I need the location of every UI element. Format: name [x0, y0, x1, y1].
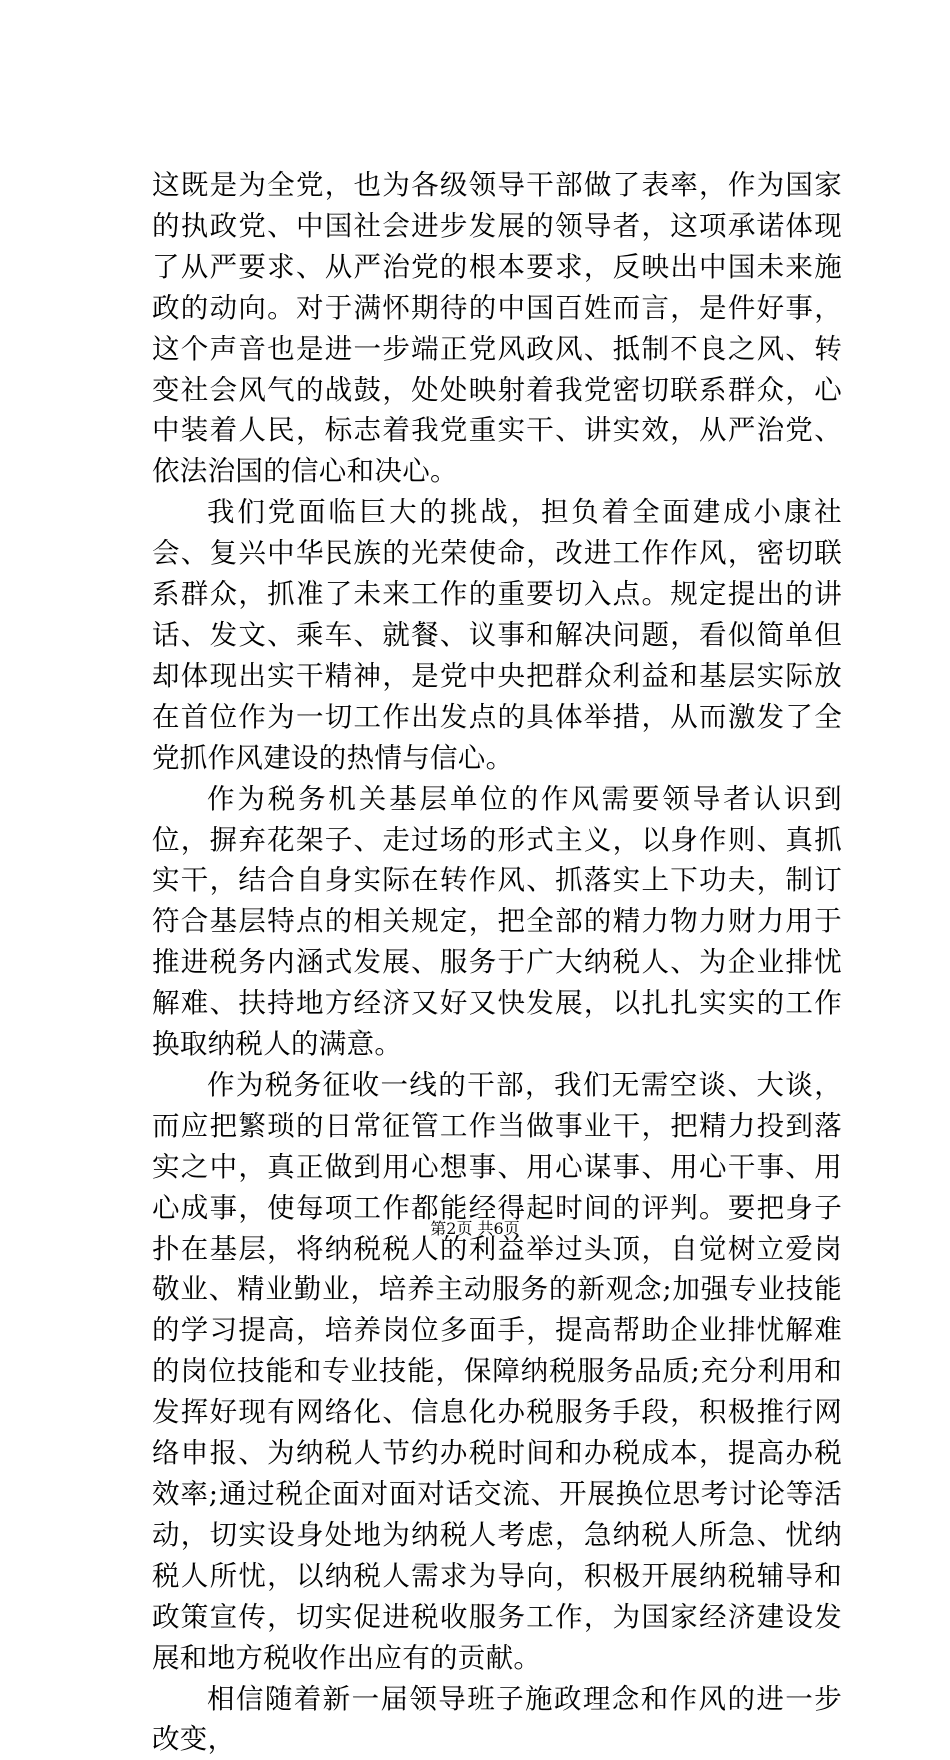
- paragraph-5: 相信随着新一届领导班子施政理念和作风的进一步改变，: [152, 1682, 842, 1756]
- paragraph-2: 我们党面临巨大的挑战，担负着全面建成小康社会、复兴中华民族的光荣使命，改进工作作风，密切联系群众，抓准了未来工作的重要切入点。规定提出的讲话、发文、乘车、就餐、议事和解决问题，看似简单但却体现出实干精神，是党中央把群众利益和基层实际放在首位作为一切工作出发点的具体举措，从而激发了全党抓作风建设的热情与信心。: [152, 496, 842, 774]
- page-number: 第2页 共6页: [430, 1219, 520, 1238]
- paragraph-3: 作为税务机关基层单位的作风需要领导者认识到位，摒弃花架子、走过场的形式主义，以身作则、真抓实干，结合自身实际在转作风、抓落实上下功夫，制订符合基层特点的相关规定，把全部的精力物力财力用于推进税务内涵式发展、服务于广大纳税人、为企业排忧解难、扶持地方经济又好又快发展，以扎扎实实的工作换取纳税人的满意。: [152, 782, 842, 1061]
- body-text: [152, 165, 842, 1760]
- paragraph-1: 这既是为全党，也为各级领导干部做了表率，作为国家的执政党、中国社会进步发展的领导者，这项承诺体现了从严要求、从严治党的根本要求，反映出中国未来施政的动向。对于满怀期待的中国百姓而言，是件好事，这个声音也是进一步端正党风政风、抵制不良之风、转变社会风气的战鼓，处处映射着我党密切联系群众，心中装着人民，标志着我党重实干、讲实效，从严治党、依法治国的信心和决心。: [152, 169, 842, 488]
- paragraph-4: 作为税务征收一线的干部，我们无需空谈、大谈，而应把繁琐的日常征管工作当做事业干，把精力投到落实之中，真正做到用心想事、用心谋事、用心干事、用心成事，使每项工作都能经得起时间的评判。要把身子扑在基层，将纳税税人的利益举过头顶，自觉树立爱岗敬业、精业勤业，培养主动服务的新观念;加强专业技能的学习提高，培养岗位多面手，提高帮助企业排忧解难的岗位技能和专业技能，保障纳税服务品质;充分利用和发挥好现有网络化、信息化办税服务手段，积极推行网络申报、为纳税人节约办税时间和办税成本，提高办税效率;通过税企面对面对话交流、开展换位思考讨论等活动，切实设身处地为纳税人考虑，急纳税人所急、忧纳税人所忧，以纳税人需求为导向，积极开展纳税辅导和政策宣传，切实促进税收服务工作，为国家经济建设发展和地方税收作出应有的贡献。: [152, 1068, 842, 1674]
